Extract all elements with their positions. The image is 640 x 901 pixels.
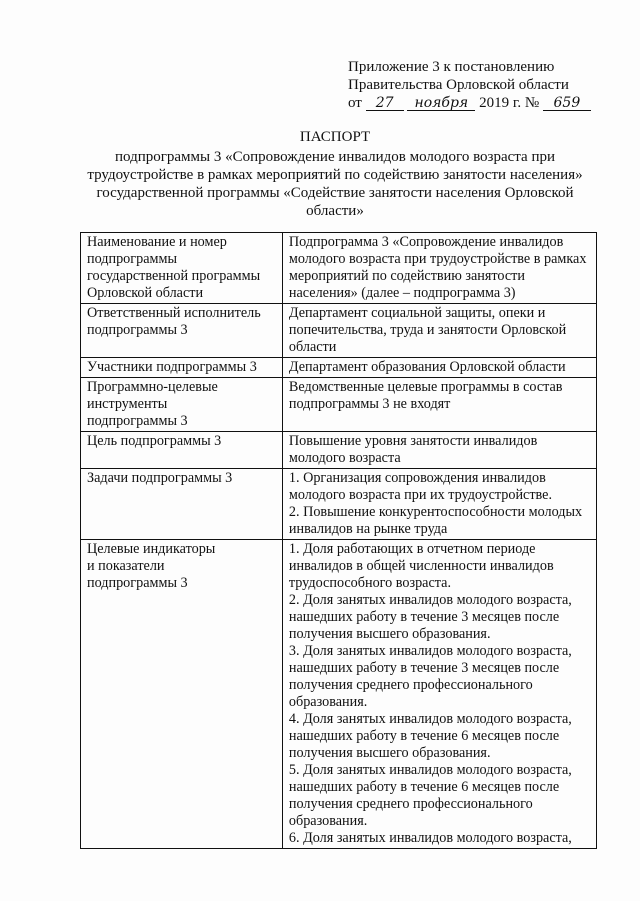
row-label: Наименование и номер подпрограммы государственной программы Орловской области [81, 233, 283, 304]
row-value: Подпрограмма 3 «Сопровождение инвалидов молодого возраста при трудоустройстве в рамках мероприятий по содействию занятости населения» (далее – подпрограмма 3) [282, 233, 596, 304]
row-value: Департамент социальной защиты, опеки и попечительства, труда и занятости Орловской области [282, 304, 596, 358]
table-row [81, 358, 597, 378]
row-label: Целевые индикаторы и показатели подпрограммы 3 [81, 540, 283, 849]
table-row [81, 432, 597, 469]
row-label: Ответственный исполнитель подпрограммы 3 [81, 304, 283, 358]
row-label: Задачи подпрограммы 3 [81, 469, 283, 540]
document-subtitle: подпрограммы 3 «Сопровождение инвалидов молодого возраста при трудоустройстве в рамках мероприятий по содействию занятости населения» государственной программы «Содействие занятости населения Орловской области» [87, 149, 583, 219]
document-title: ПАСПОРТ [299, 129, 371, 145]
handwritten-month: ноября [407, 96, 475, 111]
row-value: Ведомственные целевые программы в состав подпрограммы 3 не входят [282, 378, 596, 432]
year-number-label: 2019 г. № [479, 95, 540, 111]
table-row [81, 378, 597, 432]
row-label: Цель подпрограммы 3 [81, 432, 283, 469]
row-label: Участники подпрограммы 3 [81, 358, 283, 378]
appendix-date-line [348, 94, 608, 112]
row-value: Повышение уровня занятости инвалидов молодого возраста [282, 432, 596, 469]
appendix-header [348, 58, 608, 112]
handwritten-number: 659 [543, 96, 591, 111]
handwritten-day: 27 [366, 96, 404, 111]
appendix-line-1: Приложение 3 к постановлению [348, 59, 555, 75]
table-row [81, 304, 597, 358]
row-value: 1. Доля работающих в отчетном периоде инвалидов в общей численности инвалидов трудоспособного возраста. 2. Доля занятых инвалидов молодого возраста, нашедших работу в течение 3 месяцев после получения высшего образования. 3. Доля занятых инвалидов молодого возраста, нашедших работу в течение 3 месяцев после получения среднего профессионального образования. 4. Доля занятых инвалидов молодого возраста, нашедших работу в течение 6 месяцев после получения высшего образования. 5. Доля занятых инвалидов молодого возраста, нашедших работу в течение 6 месяцев после получения среднего профессионального образования. 6. Доля занятых инвалидов молодого возраста, [282, 540, 596, 849]
ot-label: от [348, 95, 362, 111]
table-row [81, 469, 597, 540]
row-label: Программно-целевые инструменты подпрограммы 3 [81, 378, 283, 432]
appendix-line-2: Правительства Орловской области [348, 77, 569, 93]
row-value: Департамент образования Орловской области [282, 358, 596, 378]
table-row [81, 233, 597, 304]
row-value: 1. Организация сопровождения инвалидов молодого возраста при их трудоустройстве. 2. Повышение конкурентоспособности молодых инвалидов на рынке труда [282, 469, 596, 540]
table-row [81, 540, 597, 849]
passport-table [80, 232, 597, 849]
